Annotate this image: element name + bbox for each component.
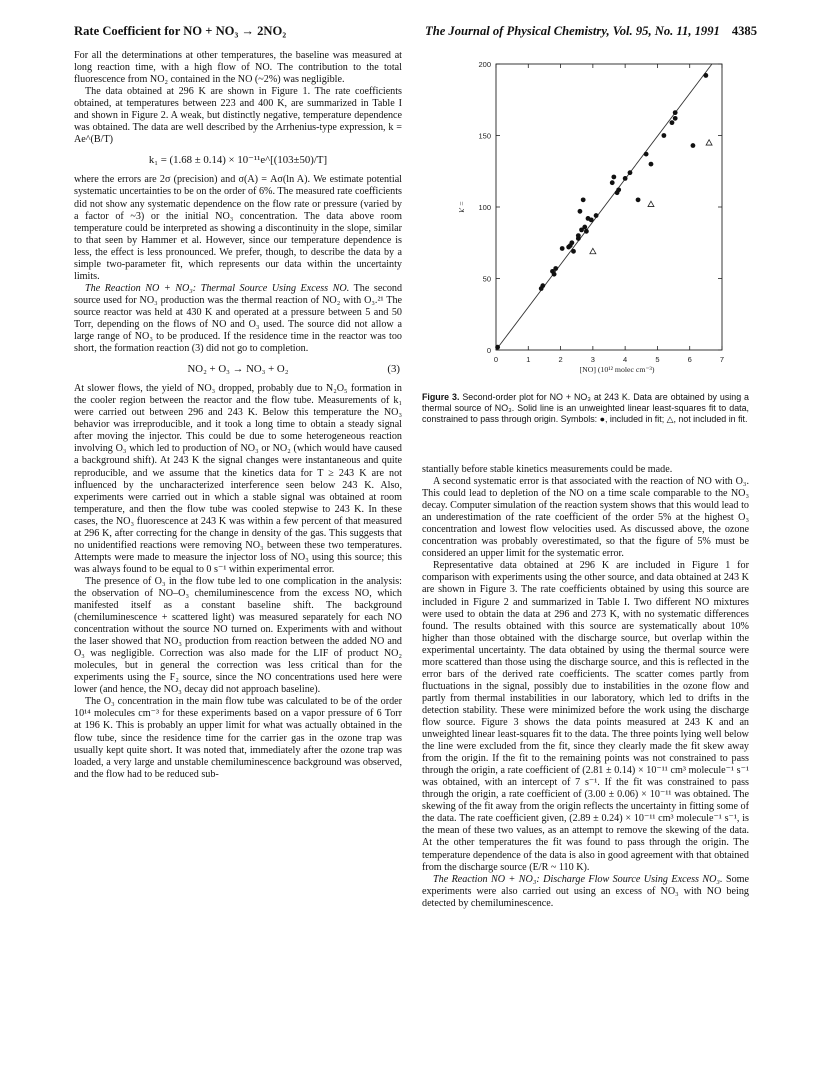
section-heading: The Reaction NO + NO₃: Thermal Source Using Excess NO. [85,282,350,294]
data-point-included [691,143,696,148]
data-point-included [589,217,594,222]
data-point-included [673,116,678,121]
data-point-included [495,345,500,350]
data-point-included [644,152,649,157]
data-point-included [610,180,615,185]
x-axis-label: [NO] (10¹² molec cm⁻³) [579,365,655,374]
figure-caption [422,392,749,425]
data-point-included [560,246,565,251]
paragraph: stantially before stable kinetics measurements could be made. [422,464,673,475]
paragraph: For all the determinations at other temperatures, the baseline was measured at long reaction time, with a high flow of NO. The contribution to the total fluorescence from NO₂ contained in the NO (~2%) was negligible. [74,50,402,86]
data-point-included [616,187,621,192]
x-tick-label: 7 [719,355,725,364]
equation-text: NO₂ + O₃ → NO₃ + O₂ [187,363,289,376]
data-point-included [670,120,675,125]
x-tick-label: 1 [526,355,531,364]
data-point-excluded [648,201,654,206]
data-point-included [571,249,576,254]
data-point-included [661,133,666,138]
x-tick-label: 3 [590,355,595,364]
paragraph: The data obtained at 296 K are shown in Figure 1. The rate coefficients obtained, at temperatures between 223 and 400 K, are summarized in Table I and shown in Figure 2. A weak, but distinctly negative, temperature dependence was obtained. The data are well described by the Arrhenius-type expression, k = Ae^(B/T) [74,86,402,146]
data-point-included [594,213,599,218]
data-point-included [649,162,654,167]
data-point-excluded [706,140,712,145]
fit-line [496,64,712,350]
y-tick-label: 100 [478,203,491,212]
data-point-included [611,175,616,180]
data-point-included [576,233,581,238]
caption-text: Second-order plot for NO + NO₃ at 243 K. Data are obtained by using a thermal source of NO₃. Solid line is an unweighted linear least-squares fit to data, constrained to pass through origin. Symbols: ●, included in fit; △, not included in fit. [422,392,749,424]
paragraph-text: The second source used for NO₃ production was the thermal reaction of NO₂ with O₃.²¹ The source reactor was held at 430 K and operated at a pressure between 5 and 50 Torr, depending on the flows of NO and O₃ used. The source did not allow a large range of NO₃ to be produced. If the residence time in the reactor was too short, the formation reaction (3) did not go to completion. [74,282,403,355]
paragraph: The presence of O₃ in the flow tube led to one complication in the analysis: the observation of NO–O₃ chemiluminescence from the excess NO, which manifested itself as a constant baseline shift. The background (chemiluminescence + scattered light) was measured separately for each NO concentration without the source NO turned on. Experiments with and without the laser showed that NO₃ production from reaction between the added NO and O₃ was negligible. Correction was also made for the LIF of product NO₂ molecules, but in general the correction was less critical than for the experiments using the F₂ source, since the NO concentrations used here were lower (and hence, the NO₃ decay did not approach baseline). [74,575,402,696]
plot-frame [496,64,722,350]
data-point-included [636,197,641,202]
section-heading: The Reaction NO + NO₃: Discharge Flow Source Using Excess NO₃. [433,873,723,885]
paragraph: where the errors are 2σ (precision) and σ(A) = Aσ(ln A). We estimate potential systematic uncertainties to be on the order of 6%. The measured rate coefficients did not show any systematic dependence on the flow rate or pressure (varied by a factor of ~3) or the initial NO₃ concentration. The data above room temperature could be interpreted as showing a discontinuity in the slope, similar to that seen by Hammer et al. However, since our temperature dependence is less, the effect is less pronounced. We prefer, though, to describe the data by a simple two-parameter fit, which represents our data within the uncertainty limits. [74,174,402,282]
x-tick-label: 4 [623,355,628,364]
page-number: 4385 [731,24,757,38]
x-tick-label: 2 [558,355,563,364]
data-point-included [628,170,633,175]
y-tick-label: 150 [478,131,491,141]
y-axis-label: k' = [457,201,466,213]
data-point-included [540,283,545,288]
data-point-included [569,240,574,245]
paragraph-text: Some experiments were also carried out using an excess of NO₃ with NO being detected by chemiluminescence. [422,873,750,909]
x-tick-label: 5 [655,355,660,364]
paragraph: Representative data obtained at 296 K are included in Figure 1 for comparison with experiments using the other source, and data obtained at 243 K are shown in Figure 3. The rate coefficients obtained by using this source are included in Figure 2 and summarized in Table I. Two different NO mixtures were used to obtain the data at 296 and 273 K, with no systematic differences found. The results obtained with this source are systematically about 10% higher than those obtained with the discharge source, but overlap within the experimental uncertainty. The data obtained by using the thermal source were more scattered than those using the discharge source, and this is reflected in the error bars of the derived rate coefficients. The scatter comes partly from fluctuations in the signal, possibly due to instabilities in the ozone flow and partly from thermal instabilities in our laboratory, which led to drifts in the detection stability. These were minimized before the work using the discharge flow source. Figure 3 shows the data points measured at 243 K and an unweighted linear least-squares fit to the data. The three points lying well below the line were excluded from the fit, since they clearly made the fit skew away from the origin. If the fit to the remaining points was not constrained to pass through the origin, a rate coefficient of (2.81 ± 0.14) × 10⁻¹¹ cm³ molecule⁻¹ s⁻¹ was obtained, with an intercept of 7 s⁻¹. If the fit was constrained to pass through the origin, a rate coefficient of (3.00 ± 0.06) × 10⁻¹¹ was obtained. The skewing of the fit away from the origin reflects the uncertainty in fitting some of the data. The rate coefficient given, (2.89 ± 0.24) × 10⁻¹¹ cm³ molecule⁻¹ s⁻¹, is the mean of these two values, as an attempt to remove the skewing of the data. At the other temperatures the fit was found to pass through the origin. The temperature dependence of the data is also in good agreement with that obtained from the discharge source (E/R ~ 110 K). [422,560,749,873]
data-point-included [703,73,708,78]
scatter-chart [422,54,749,374]
paragraph-with-heading [74,283,402,355]
caption-label: Figure 3. [422,392,460,402]
figure-3-plot [422,54,749,374]
data-point-included [582,225,587,230]
data-point-included [584,229,589,234]
y-tick-label: 200 [478,60,491,69]
paragraph: At slower flows, the yield of NO₃ dropped, probably due to N₂O₅ formation in the cooler region between the reactor and the flow tube. Measurements of k₁ were carried out between 296 and 243 K. Below this temperature the NO₃ behavior was irreproducible, and it took a long time to obtain a steady signal after moving the injector. This could be due to some heterogeneous reaction involving O₃ which led to production of NO₃ or NO₂ (which would have caused a background shift). At 243 K the signal changes were instantaneous and quite reproducible, and we assume that the kinetics data for T ≥ 243 K are not influenced by the uncharacterized interference seen below 243 K. Also, experiments were carried out in which a stable signal was obtained at room temperature, and then the flow tube was cooled stepwise to 243 K. In these cases, the NO₃ fluorescence at 243 K was within a few percent of that measured at 296 K, after correcting for the change in density of the gas. This suggests that no unidentified reactions were removing NO₃ between these two temperatures. Attempts were made to measure the injector loss of NO₃ using this source; this was always found to be equal to 0 s⁻¹ within experimental error. [74,383,402,575]
journal-citation: The Journal of Physical Chemistry, Vol. 95, No. 11, 1991 [425,24,720,38]
x-tick-label: 6 [687,355,692,364]
y-tick-label: 50 [482,274,491,284]
equation-arrhenius: k₁ = (1.68 ± 0.14) × 10⁻¹¹e^[(103±50)/T] [148,154,328,167]
data-point-included [623,176,628,181]
equation-number: (3) [387,363,400,376]
data-point-included [578,209,583,214]
paragraph: The O₃ concentration in the main flow tube was calculated to be of the order 10¹⁴ molecules cm⁻³ for these experiments based on a vapor pressure of 6 Torr at 196 K. This is probably an upper limit for what was actually obtained in the flow tube, since the residence time for the carrier gas in the ozone trap was usually kept quite short. It was noted that, immediately after the ozone trap was loaded, a very large and unstable chemiluminescence background was observed, and the flow had to be reduced sub- [74,696,402,780]
paragraph-with-heading [422,874,749,910]
data-point-included [673,110,678,115]
data-point-included [581,197,586,202]
right-column [422,464,749,910]
y-tick-label: 0 [486,346,491,355]
running-header-title: Rate Coefficient for NO + NO₃ → 2NO₂ [74,24,287,38]
running-header-journal [425,24,757,39]
data-point-included [553,266,558,271]
paragraph: A second systematic error is that associated with the reaction of NO with O₃. This could lead to depletion of the NO on a time scale comparable to the NO₃ decay. Computer simulation of the reaction system shows that this would lead to an underestimation of the rate coefficient of the order 5% at the highest O₃ concentration and lowest flow velocities used. As discussed above, the ozone concentration was probably overestimated, so that the figure of 5% must be considered an upper limit for the systematic error. [422,476,749,560]
left-column [74,50,402,781]
data-point-included [552,272,557,277]
equation-3 [74,363,402,375]
x-tick-label: 0 [493,355,499,364]
data-point-excluded [590,248,596,253]
